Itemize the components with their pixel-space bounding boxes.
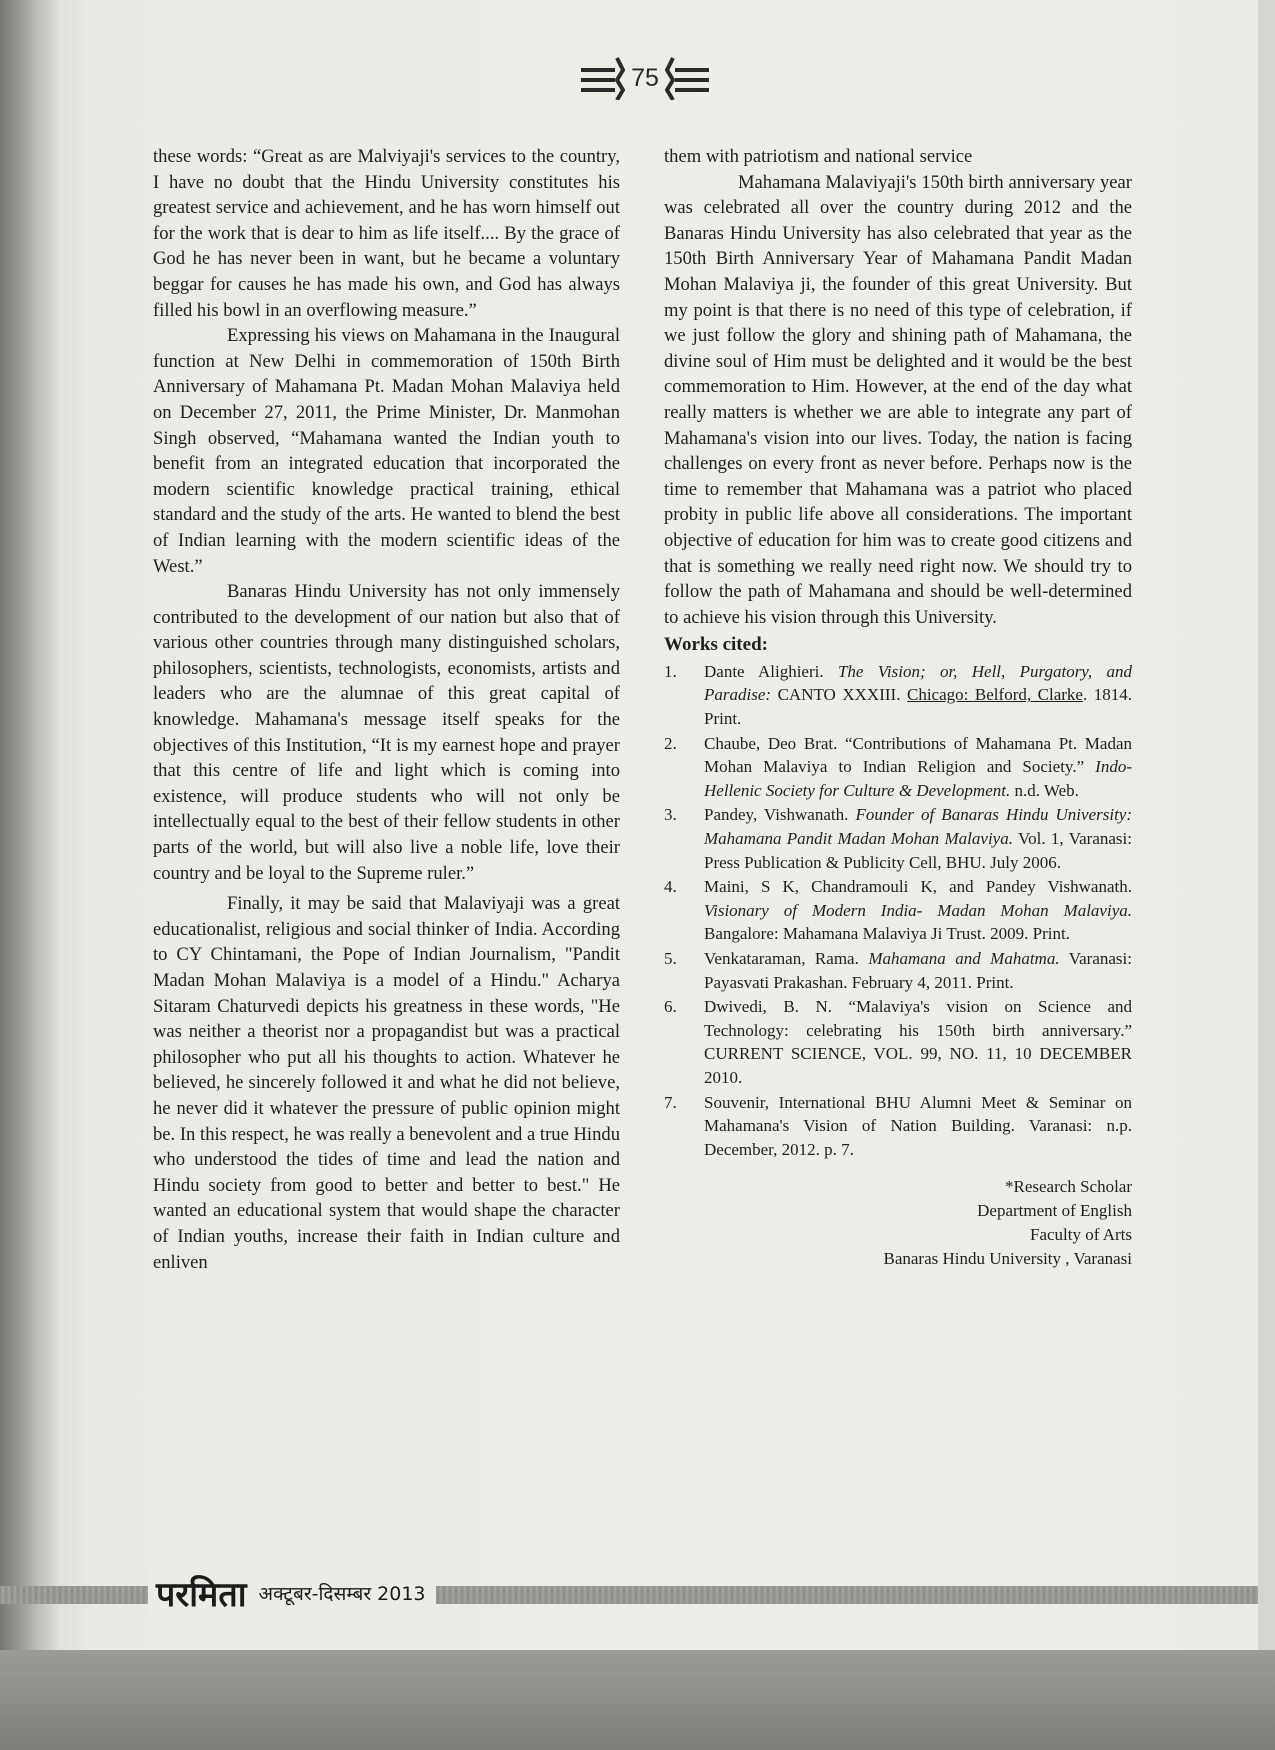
reference-item: 7. Souvenir, International BHU Alumni Meet & Seminar on Mahamana's Vision of Nation Building. Varanasi: n.p. December, 2012. p. 7.: [664, 1092, 1132, 1159]
reference-item: 1. Dante Alighieri. The Vision; or, Hell, Purgatory, and Paradise: CANTO XXXIII. Chicago: Belford, Clarke. 1814. Print.: [664, 661, 1133, 729]
author-affiliation: [664, 1175, 1132, 1271]
reference-item: 2. Chaube, Deo Brat. “Contributions of Mahamana Pt. Madan Mohan Malaviya to Indian Religion and Society.” Indo-Hellenic Society for Culture & Development. n.d. Web.: [664, 733, 1132, 800]
affiliation-university: Banaras Hindu University , Varanasi: [883, 1249, 1132, 1269]
paragraph-continuation: them with patriotism and national service: [664, 146, 973, 167]
reference-item: 4. Maini, S K, Chandramouli K, and Pandey Vishwanath. Visionary of Modern India- Madan Mohan Malaviya. Bangalore: Mahamana Malaviya Ji Trust. 2009. Print.: [664, 877, 1132, 944]
works-cited-list: [664, 660, 1132, 1161]
reference-item: 6. Dwivedi, B. N. “Malaviya's vision on Science and Technology: celebrating his 150th birth anniversary.” CURRENT SCIENCE, VOL. 99, NO. 11, 10 DECEMBER 2010.: [664, 997, 1132, 1087]
left-column: [153, 144, 620, 1275]
right-ornament-icon: [665, 56, 709, 100]
reference-item: 3. Pandey, Vishwanath. Founder of Banaras Hindu University: Mahamana Pandit Madan Mohan Malaviya. Vol. 1, Varanasi: Press Publication & Publicity Cell, BHU. July 2006.: [664, 805, 1133, 872]
affiliation-faculty: Faculty of Arts: [1030, 1225, 1132, 1245]
journal-masthead: [148, 1568, 436, 1618]
page-right-edge: [1258, 0, 1275, 1650]
reference-item: 5. Venkataraman, Rama. Mahamana and Mahatma. Varanasi: Payasvati Prakashan. February 4, 2011. Print.: [664, 949, 1132, 992]
page-footer: [0, 1568, 1258, 1618]
issue-date: अक्टूबर-दिसम्बर 2013: [258, 1583, 426, 1605]
journal-title: परमिता: [156, 1575, 247, 1615]
works-cited-heading: Works cited:: [664, 634, 768, 656]
right-column: [664, 144, 1132, 1271]
page-number: 75: [631, 63, 659, 92]
scan-bottom-margin: [0, 1650, 1275, 1750]
affiliation-role: *Research Scholar: [1005, 1177, 1132, 1197]
book-gutter-shadow: [0, 0, 60, 1650]
paragraph-bhu-contribution: Banaras Hindu University has not only immensely contributed to the development of our nation but also that of various other countries through many distinguished scholars, philosophers, scientists, technologists, economists, artists and leaders who are the alumnae of this great capital of knowledge. Mahamana's message itself speaks for the objectives of this Institution, “It is my earnest hope and prayer that this centre of life and light which is coming into existence, will produce students who will not only be intellectually equal to the best of their fellow students in other parts of the world, but will also live a noble life, love their country and be loyal to the Supreme ruler.”: [153, 581, 620, 884]
paragraph-quote-gandhi: these words: “Great as are Malviyaji's services to the country, I have no doubt that the Hindu University constitutes his greatest service and achievement, and he has worn himself out for the work that is dear to him as life itself.... By the grace of God he has never been in want, but he became a voluntary beggar for causes he has made his own, and God has always filled his bowl in an overflowing measure.”: [153, 146, 620, 321]
affiliation-department: Department of English: [977, 1201, 1132, 1221]
paragraph-150th-anniversary: Mahamana Malaviyaji's 150th birth anniversary year was celebrated all over the country during 2012 and the Banaras Hindu University has also celebrated that year as the 150th Birth Anniversary Year of Mahamana Pandit Madan Mohan Malaviya ji, the founder of this great University. But my point is that there is no need of this type of celebration, if we just follow the glory and shining path of Mahamana, the divine soul of Him must be delighted and it would be the best commemoration to Him. However, at the end of the day what really matters is whether we are able to integrate any part of Mahamana's vision into our lives. Today, the nation is facing challenges on every front as never before. Perhaps now is the time to remember that Mahamana was a patriot who placed probity in public life above all considerations. The important objective of education for him was to create good citizens and that is something we really need right now. We should try to follow the path of Mahamana and should be well-determined to achieve his vision through this University.: [664, 171, 1132, 628]
left-ornament-icon: [581, 56, 625, 100]
paragraph-conclusion: Finally, it may be said that Malaviyaji was a great educationalist, religious and social thinker of India. According to CY Chintamani, the Pope of Indian Journalism, "Pandit Madan Mohan Malaviya is a model of a Hindu." Acharya Sitaram Chaturvedi depicts his greatness in these words, "He was neither a theorist nor a propagandist but was a practical philosopher who put all his thoughts to action. Whatever he believed, he sincerely followed it and what he did not believe, he never did it whatever the pressure of public opinion might be. In this respect, he was really a benevolent and a true Hindu who understood the tides of time and lead the nation and Hindu society from good to better and better to best." He wanted an educational system that would shape the character of Indian youths, increase their faith in Indian culture and enliven: [153, 893, 620, 1273]
paragraph-prime-minister: Expressing his views on Mahamana in the Inaugural function at New Delhi in commemoration of 150th Birth Anniversary of Mahamana Pt. Madan Mohan Malaviya held on December 27, 2011, the Prime Minister, Dr. Manmohan Singh observed, “Mahamana wanted the Indian youth to benefit from an integrated education that incorporated the modern scientific knowledge practical training, ethical standard and the study of the arts. He wanted to blend the best of Indian learning with the modern scientific ideas of the West.”: [153, 325, 620, 577]
page-header: [560, 48, 730, 108]
